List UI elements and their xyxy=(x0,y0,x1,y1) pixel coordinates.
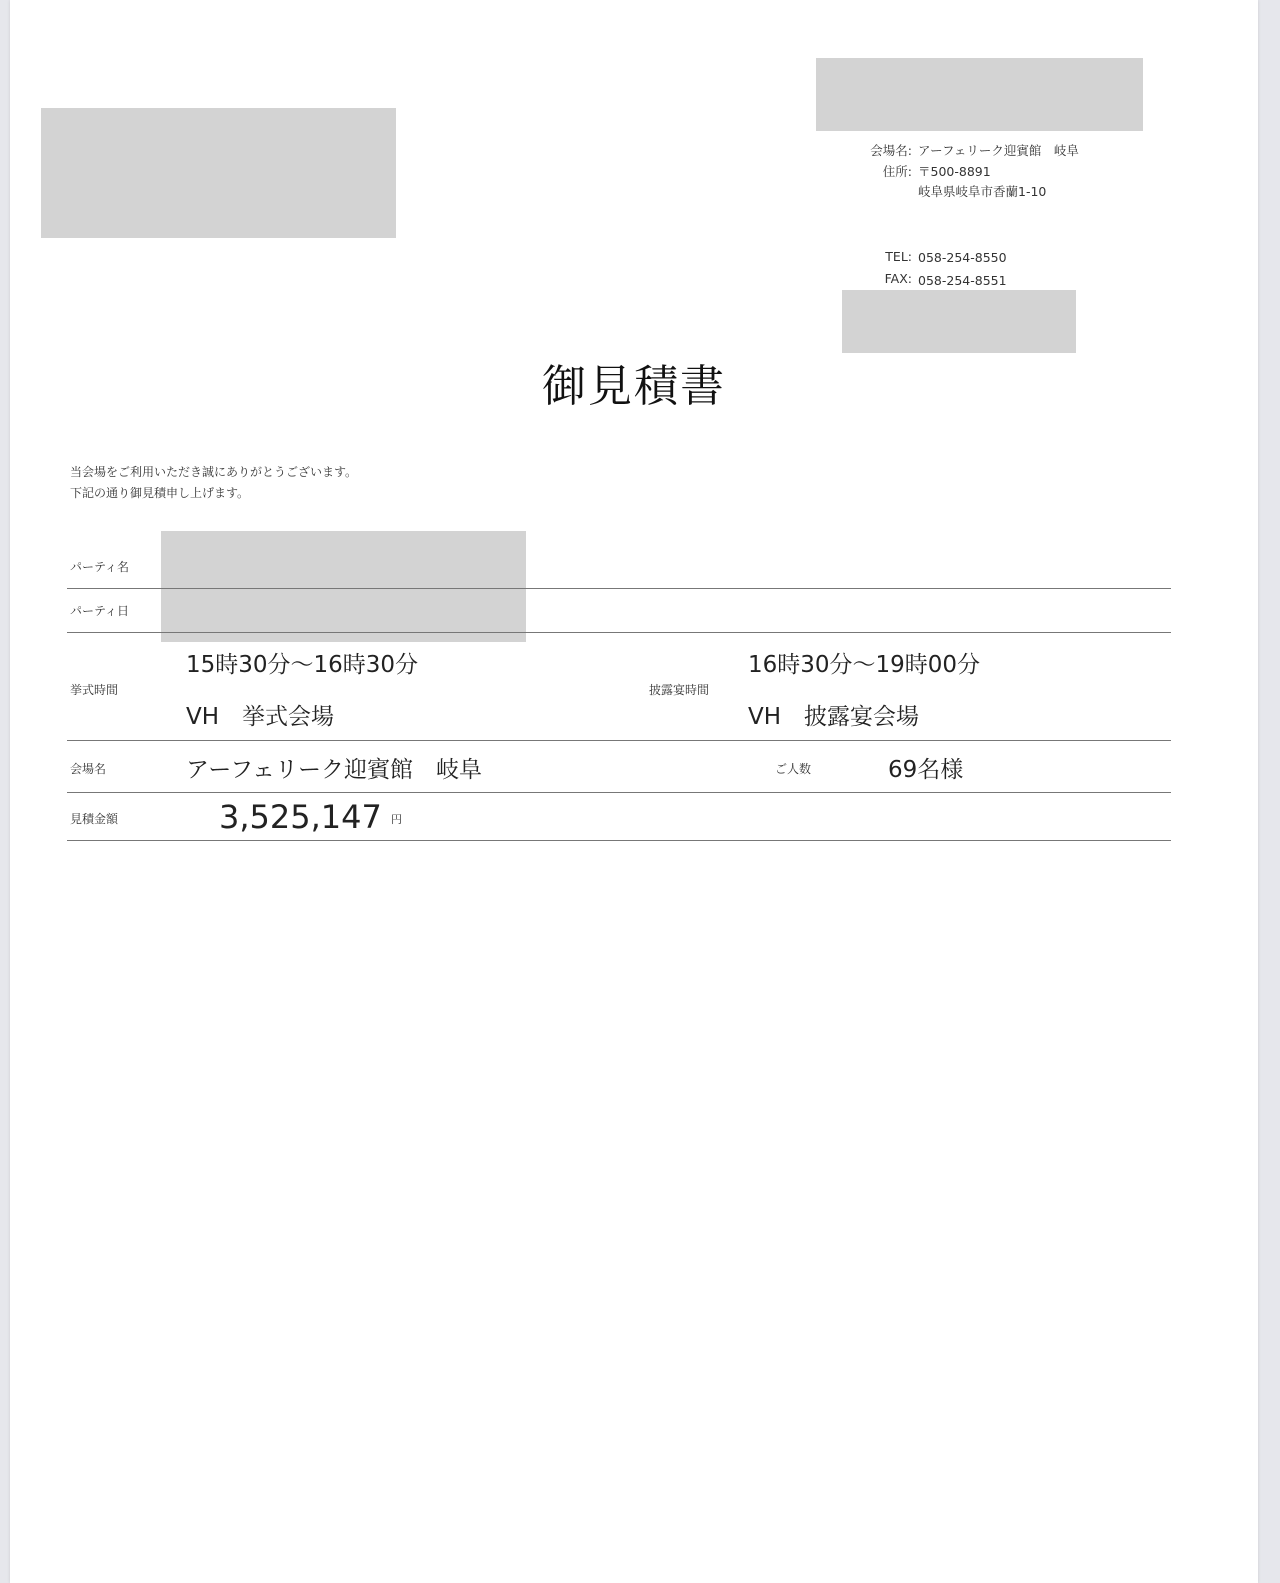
row-divider-4 xyxy=(67,792,1171,793)
party-date-label: パーティ日 xyxy=(70,604,130,618)
amount-unit: 円 xyxy=(391,813,402,826)
row-divider-2 xyxy=(67,632,1171,633)
tel-value: 058-254-8550 xyxy=(918,250,1007,265)
venue-value: アーフェリーク迎賓館 岐阜 xyxy=(186,757,483,783)
ceremony-venue-value: VH 挙式会場 xyxy=(186,704,335,730)
redacted-party-name-date xyxy=(161,531,526,642)
amount-value: 3,525,147 xyxy=(219,798,382,836)
guests-value: 69名様 xyxy=(888,757,964,783)
greeting-line-1: 当会場をご利用いただき誠にありがとうございます。 xyxy=(70,465,358,479)
reception-time-value: 16時30分～19時00分 xyxy=(748,652,981,678)
redacted-company-block xyxy=(816,58,1143,131)
row-divider-1 xyxy=(67,588,1171,589)
venue-name-value: アーフェリーク迎賓館 岐阜 xyxy=(918,143,1079,158)
ceremony-time-label: 挙式時間 xyxy=(70,683,119,697)
address-line: 岐阜県岐阜市香蘭1-10 xyxy=(918,184,1047,199)
venue-name-label: 会場名: xyxy=(870,143,912,158)
party-name-label: パーティ名 xyxy=(70,560,130,574)
greeting-line-2: 下記の通り御見積申し上げます。 xyxy=(70,486,250,500)
fax-value: 058-254-8551 xyxy=(918,273,1007,288)
tel-label: TEL: xyxy=(885,249,912,264)
address-label: 住所: xyxy=(882,164,912,179)
reception-time-label: 披露宴時間 xyxy=(649,683,710,697)
redacted-stamp-block xyxy=(842,290,1076,353)
row-divider-3 xyxy=(67,740,1171,741)
row-divider-5 xyxy=(67,840,1171,841)
postal-code: 〒500-8891 xyxy=(918,164,991,179)
document-title: 御見積書 xyxy=(542,361,726,412)
greeting-text xyxy=(70,462,357,504)
fax-label: FAX: xyxy=(884,271,912,286)
reception-venue-value: VH 披露宴会場 xyxy=(748,704,920,730)
estimate-document-page xyxy=(10,0,1258,1583)
ceremony-time-value: 15時30分～16時30分 xyxy=(186,652,419,678)
venue-label: 会場名 xyxy=(70,762,107,776)
amount-label: 見積金額 xyxy=(70,812,119,826)
redacted-recipient-block xyxy=(41,108,396,238)
guests-label: ご人数 xyxy=(775,762,812,776)
